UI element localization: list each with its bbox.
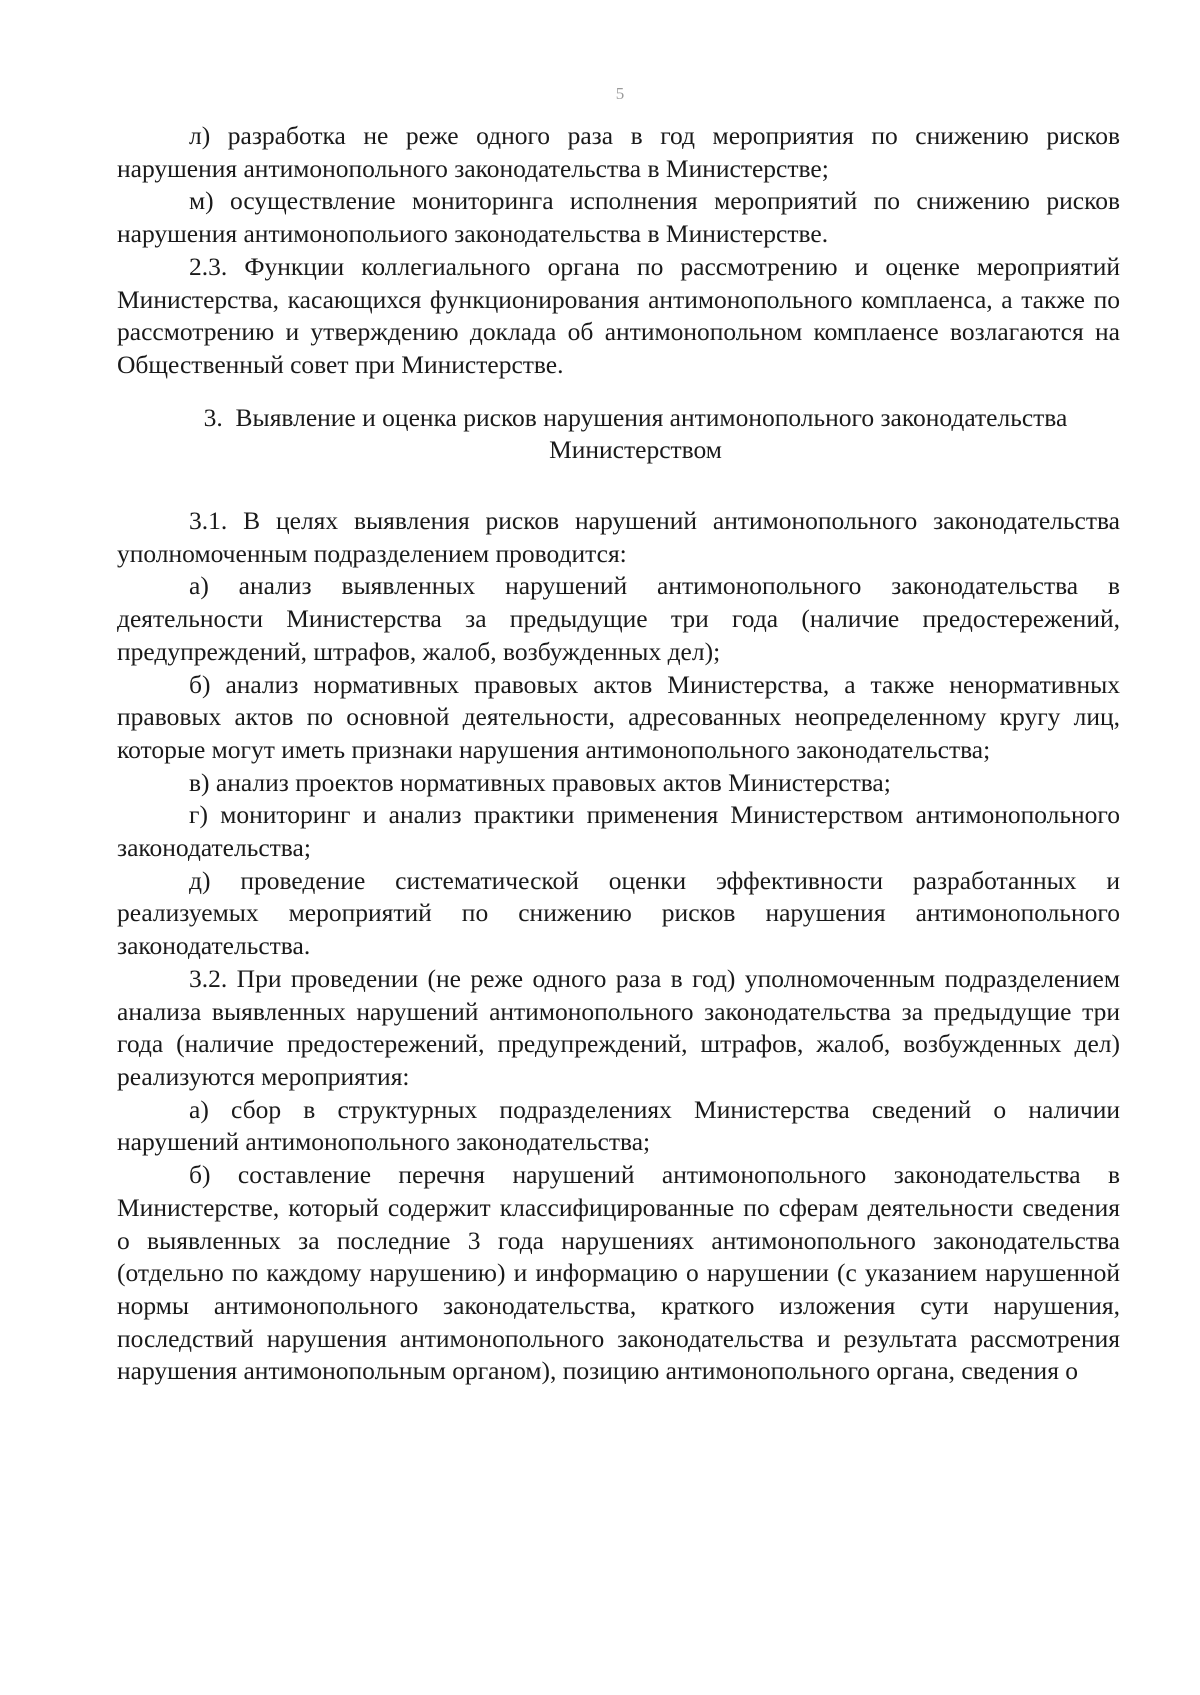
document-body	[117, 120, 1120, 1388]
paragraph-3-1-v: в) анализ проектов нормативных правовых актов Министерства;	[189, 767, 891, 797]
paragraph-item-m: м) осуществление мониторинга исполнения мероприятий по снижению рисков нарушения антимонопольиого законодательства в Министерстве.	[117, 186, 1120, 249]
paragraph-3-1-b: б) анализ нормативных правовых актов Министерства, а также ненормативных правовых актов по основной деятельности, адресованных неопределенному кругу лиц, которые могут иметь признаки нарушения антимонопольного законодательства;	[117, 669, 1120, 764]
paragraph-3-1-a: а) анализ выявленных нарушений антимонопольного законодательства в деятельности Министерства за предыдущие три года (наличие предостережений, предупреждений, штрафов, жалоб, возбужденных дел);	[117, 571, 1120, 666]
section-number: 3.	[203, 402, 223, 432]
section-title: Выявление и оценка рисков нарушения антимонопольного законодательства Министерством	[235, 402, 1068, 465]
page-number: 5	[615, 84, 625, 103]
paragraph-3-1: 3.1. В целях выявления рисков нарушений антимонопольного законодательства уполномоченным подразделением проводится:	[117, 506, 1120, 568]
paragraph-3-2-b: б) составление перечня нарушений антимонопольного законодательства в Министерстве, который содержит классифицированные по сферам деятельности сведения о выявленных за последние 3 года нарушениях антимонопольного законодательства (отдельно по каждому нарушению) и информацию о нарушении (с указанием нарушенной нормы антимонопольного законодательства, краткого изложения сути нарушения, последствий нарушения антимонопольного законодательства и результата рассмотрения нарушения антимонопольным органом), позицию антимонопольного органа, сведения о	[117, 1160, 1120, 1386]
paragraph-item-l: л) разработка не реже одного раза в год мероприятия по снижению рисков нарушения антимонопольного законодательства в Министерстве;	[117, 121, 1120, 183]
paragraph-3-1-g: г) мониторинг и анализ практики применения Министерством антимонопольного законодательства;	[117, 800, 1120, 863]
paragraph-3-1-d: д) проведение систематической оценки эффективности разработанных и реализуемых мероприятий по снижению рисков нарушения антимонопольного законодательства.	[117, 865, 1120, 961]
paragraph-3-2-a: а) сбор в структурных подразделениях Министерства сведений о наличии нарушений антимонопольного законодательства;	[117, 1094, 1120, 1157]
section-heading	[117, 402, 1120, 467]
paragraph-2-3: 2.3. Функции коллегиального органа по рассмотрению и оценке мероприятий Министерства, касающихся функционирования антимонопольного комплаенса, а также по рассмотрению и утверждению доклада об антимонопольном комплаенсе возлагаются на Общественный совет при Министерстве.	[117, 251, 1120, 379]
paragraph-3-2: 3.2. При проведении (не реже одного раза в год) уполномоченным подразделением анализа выявленных нарушений антимонопольного законодательства за предыдущие три года (наличие предостережений, предупреждений, штрафов, жалоб, возбужденных дел) реализуются мероприятия:	[117, 963, 1120, 1091]
